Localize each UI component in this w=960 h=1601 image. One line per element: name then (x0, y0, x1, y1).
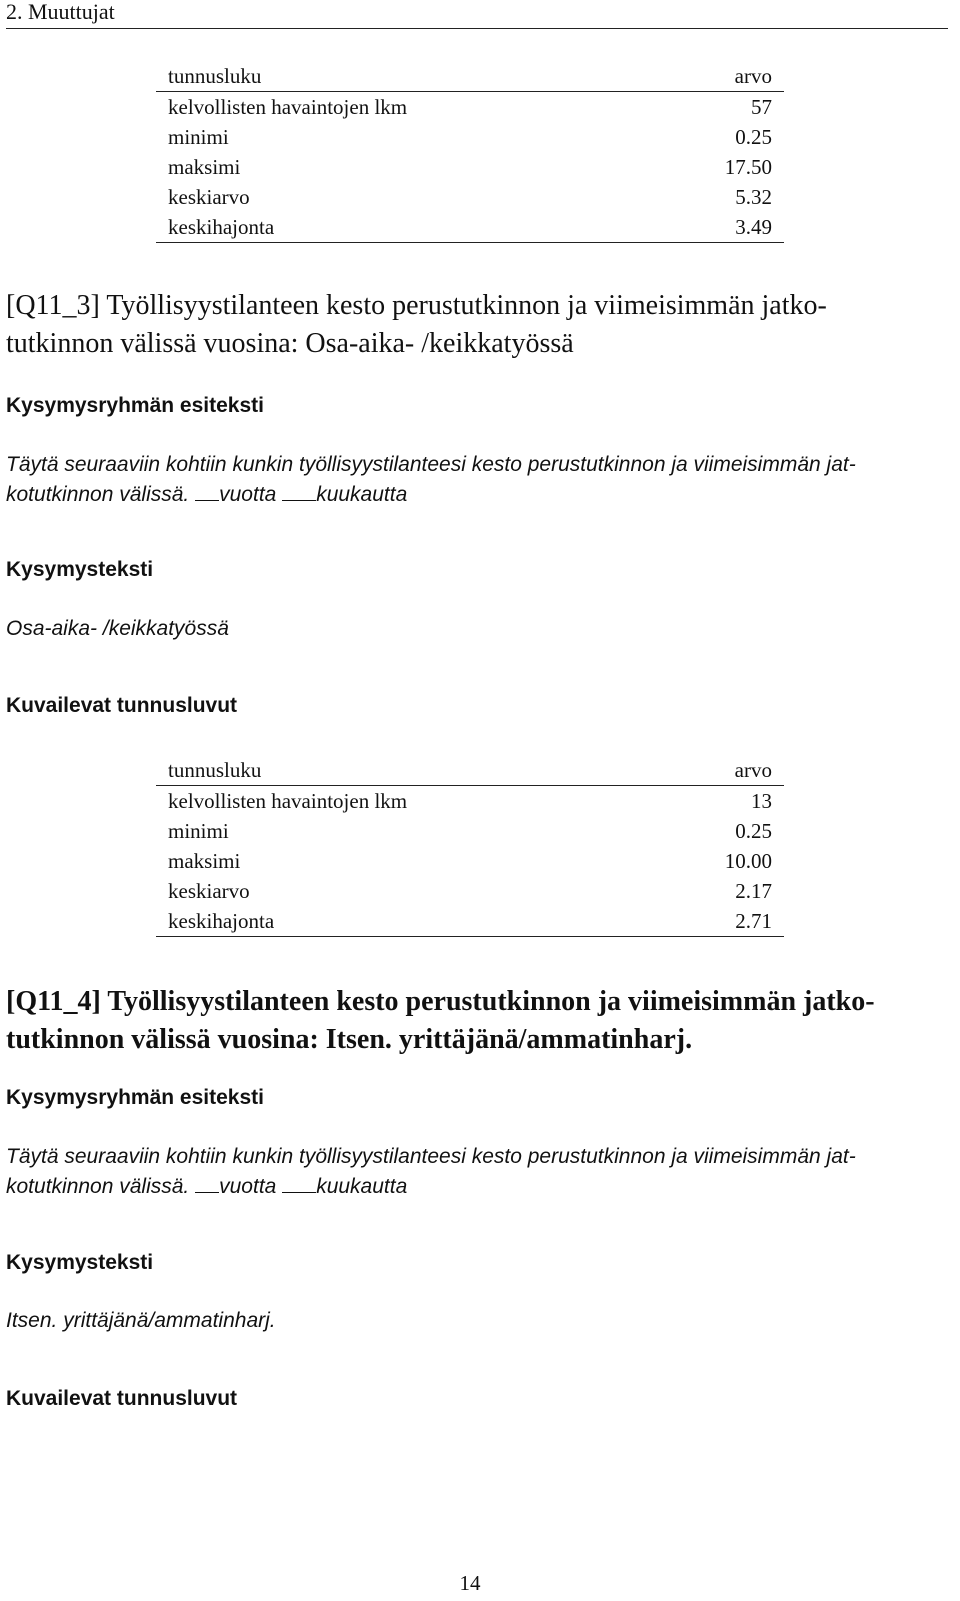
column-header-value: arvo (734, 63, 772, 88)
table-row (156, 846, 784, 876)
stats-heading: Kuvailevat tunnusluvut (6, 1387, 238, 1410)
stats-table-q11-3 (156, 755, 784, 937)
table-header-row (156, 61, 784, 92)
question-text-heading: Kysymysteksti (6, 558, 154, 581)
question-text: Osa-aika- /keikkatyössä (6, 617, 229, 640)
table-row (156, 182, 784, 212)
row-value: 0.25 (735, 818, 772, 843)
stats-table-previous (156, 61, 784, 243)
stats-heading: Kuvailevat tunnusluvut (6, 694, 238, 717)
row-label: kelvollisten havaintojen lkm (168, 94, 408, 119)
group-intro-text: Täytä seuraaviin kohtiin kunkin työllisyystilanteesi kesto perustutkinnon ja viimeisimmän jat- kotutkinnon välissä. vuotta kuukautta (6, 453, 856, 506)
blank-line (195, 481, 219, 501)
row-label: keskiarvo (168, 878, 250, 903)
table-row (156, 876, 784, 906)
question-text: Itsen. yrittäjänä/ammatinharj. (6, 1309, 276, 1332)
group-intro-heading: Kysymysryhmän esiteksti (6, 1086, 264, 1109)
table-row (156, 212, 784, 243)
group-intro-text: Täytä seuraaviin kohtiin kunkin työllisyystilanteesi kesto perustutkinnon ja viimeisimmän jat- kotutkinnon välissä. vuotta kuukautta (6, 1145, 856, 1198)
column-header-label: tunnusluku (168, 757, 262, 782)
row-value: 17.50 (724, 154, 772, 179)
row-value: 10.00 (724, 848, 772, 873)
row-value: 0.25 (735, 124, 772, 149)
row-label: kelvollisten havaintojen lkm (168, 788, 408, 813)
row-label: minimi (168, 818, 229, 843)
row-label: maksimi (168, 848, 241, 873)
chapter-title: 2. Muuttujat (6, 0, 115, 24)
row-value: 2.71 (735, 908, 772, 933)
row-value: 5.32 (735, 184, 772, 209)
table-row (156, 816, 784, 846)
row-label: keskihajonta (168, 214, 275, 239)
row-value: 2.17 (735, 878, 772, 903)
row-value: 3.49 (735, 214, 772, 239)
row-label: minimi (168, 124, 229, 149)
running-header (6, 0, 948, 29)
blank-line (195, 1173, 219, 1193)
row-value: 57 (751, 94, 772, 119)
table-header-row (156, 755, 784, 786)
page-number: 14 (459, 1571, 481, 1595)
table-row (156, 122, 784, 152)
column-header-label: tunnusluku (168, 63, 262, 88)
group-intro-heading: Kysymysryhmän esiteksti (6, 394, 264, 417)
table-row (156, 786, 784, 817)
table-row (156, 906, 784, 937)
row-label: maksimi (168, 154, 241, 179)
question-title-q11-4: [Q11_4] Työllisyystilanteen kesto perustutkinnon ja viimeisimmän jatko- tutkinnon välissä vuosina: Itsen. yrittäjänä/ammatinharj. (6, 986, 875, 1055)
table-row (156, 152, 784, 182)
blank-line (282, 1173, 316, 1193)
question-title-q11-3: [Q11_3] Työllisyystilanteen kesto perustutkinnon ja viimeisimmän jatko- tutkinnon välissä vuosina: Osa-aika- /keikkatyössä (6, 290, 827, 359)
column-header-value: arvo (734, 757, 772, 782)
row-value: 13 (751, 788, 772, 813)
table-row (156, 92, 784, 123)
row-label: keskiarvo (168, 184, 250, 209)
blank-line (282, 481, 316, 501)
row-label: keskihajonta (168, 908, 275, 933)
question-text-heading: Kysymysteksti (6, 1251, 154, 1274)
